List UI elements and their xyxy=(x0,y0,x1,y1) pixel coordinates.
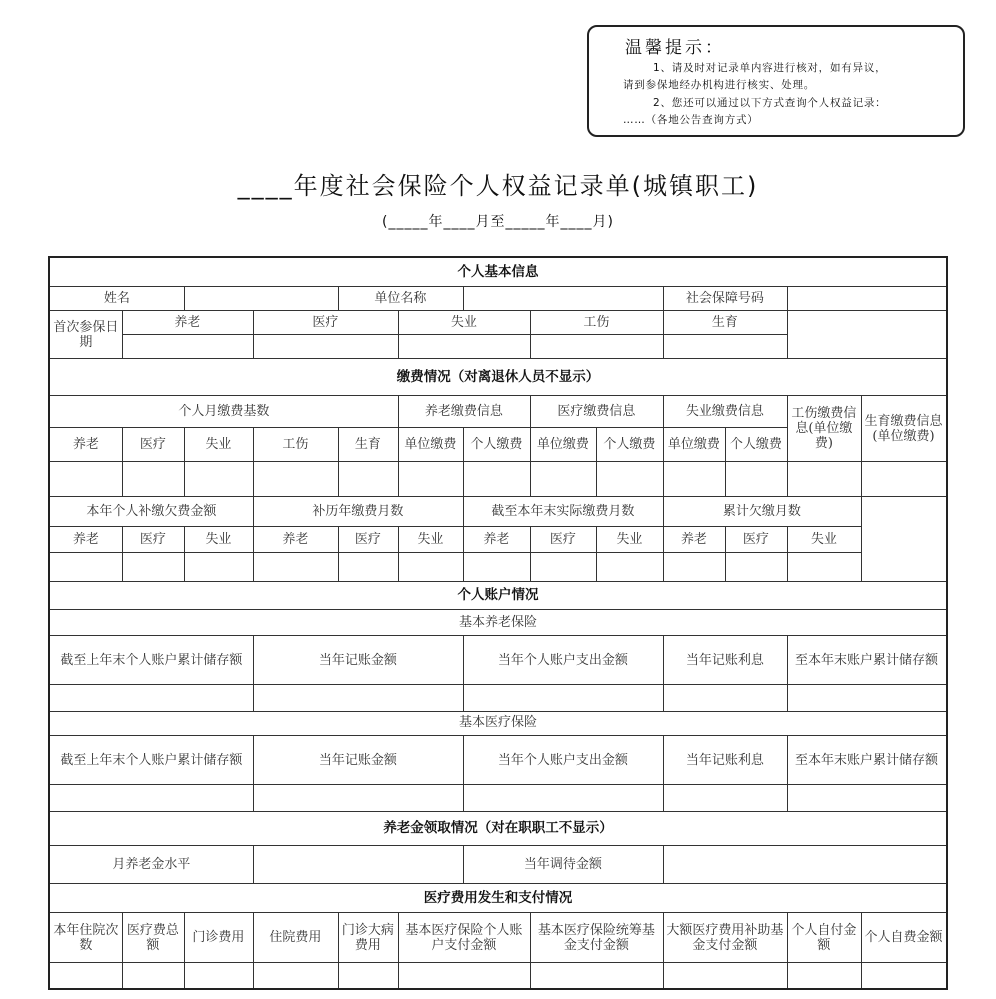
medical-account-subheader: 基本医疗保险 xyxy=(50,710,946,736)
notice-line-4: ……（各地公告查询方式） xyxy=(623,114,759,126)
account-value-field[interactable] xyxy=(253,785,464,812)
base-col-header: 医疗 xyxy=(122,428,185,462)
first-enroll-type-label: 医疗 xyxy=(253,311,399,335)
arrears-value-field[interactable] xyxy=(253,553,339,582)
arrears-type-header: 医疗 xyxy=(122,527,185,553)
base-col-header: 养老 xyxy=(50,428,123,462)
arrears-value-field[interactable] xyxy=(50,553,123,582)
arrears-type-header: 医疗 xyxy=(725,527,788,553)
employer-field[interactable] xyxy=(463,287,664,311)
account-value-field[interactable] xyxy=(787,785,946,812)
actual-months-group-header: 截至本年末实际缴费月数 xyxy=(463,497,664,527)
medical-value-field[interactable] xyxy=(184,963,254,988)
notice-line-1: 1、请及时对记录单内容进行核对，如有异议， xyxy=(653,62,887,74)
contribution-value-field[interactable] xyxy=(398,462,464,497)
ssn-field[interactable] xyxy=(787,287,946,311)
medical-col-header: 医疗费总额 xyxy=(122,913,185,963)
section-header-account: 个人账户情况 xyxy=(50,582,946,610)
medical-col-header: 基本医疗保险统筹基金支付金额 xyxy=(530,913,664,963)
arrears-blank xyxy=(861,497,946,582)
medical-value-field[interactable] xyxy=(253,963,339,988)
arrears-value-field[interactable] xyxy=(122,553,185,582)
maternity-group-header: 生育缴费信息(单位缴费) xyxy=(861,396,946,462)
account-col-header: 截至上年末个人账户累计储存额 xyxy=(50,636,254,685)
medical-group-header: 医疗缴费信息 xyxy=(530,396,664,428)
contribution-value-field[interactable] xyxy=(463,462,531,497)
section-header-medical-expense: 医疗费用发生和支付情况 xyxy=(50,884,946,913)
record-table xyxy=(48,256,948,990)
contribution-value-field[interactable] xyxy=(530,462,597,497)
contribution-value-field[interactable] xyxy=(253,462,339,497)
contribution-value-field[interactable] xyxy=(725,462,788,497)
monthly-pension-field[interactable] xyxy=(253,846,464,884)
arrears-value-field[interactable] xyxy=(725,553,788,582)
account-col-header: 至本年末账户累计储存额 xyxy=(787,636,946,685)
arrears-type-header: 失业 xyxy=(184,527,254,553)
base-col-header: 工伤 xyxy=(253,428,339,462)
account-col-header: 至本年末账户累计储存额 xyxy=(787,736,946,785)
account-col-header: 当年记账利息 xyxy=(663,736,788,785)
medical-value-field[interactable] xyxy=(663,963,788,988)
section-header-contribution: 缴费情况（对离退休人员不显示） xyxy=(50,359,946,396)
first-enroll-type-label: 养老 xyxy=(122,311,254,335)
account-col-header: 截至上年末个人账户累计储存额 xyxy=(50,736,254,785)
back-months-group-header: 补历年缴费月数 xyxy=(253,497,464,527)
arrears-type-header: 养老 xyxy=(663,527,726,553)
contribution-value-field[interactable] xyxy=(338,462,399,497)
first-enroll-type-label: 失业 xyxy=(398,311,531,335)
arrears-type-header: 医疗 xyxy=(530,527,597,553)
page-title: ____年度社会保险个人权益记录单(城镇职工) xyxy=(237,172,759,200)
pension-group-header: 养老缴费信息 xyxy=(398,396,531,428)
account-value-field[interactable] xyxy=(50,685,254,712)
name-field[interactable] xyxy=(184,287,339,311)
first-enroll-date-field[interactable] xyxy=(398,335,531,359)
monthly-pension-label: 月养老金水平 xyxy=(50,846,254,884)
name-label: 姓名 xyxy=(50,287,185,311)
injury-group-header: 工伤缴费信息(单位缴费) xyxy=(787,396,862,462)
ssn-label: 社会保障号码 xyxy=(663,287,788,311)
personal-pay-header: 个人缴费 xyxy=(463,428,531,462)
medical-value-field[interactable] xyxy=(530,963,664,988)
contribution-value-field[interactable] xyxy=(861,462,946,497)
contribution-value-field[interactable] xyxy=(596,462,664,497)
account-value-field[interactable] xyxy=(253,685,464,712)
employer-label: 单位名称 xyxy=(338,287,464,311)
first-enroll-blank xyxy=(787,311,946,359)
arrears-group-header: 本年个人补缴欠费金额 xyxy=(50,497,254,527)
account-value-field[interactable] xyxy=(663,785,788,812)
notice-box xyxy=(587,25,965,137)
period-line: (_____年____月至_____年____月) xyxy=(382,214,614,230)
first-enroll-type-label: 工伤 xyxy=(530,311,664,335)
arrears-value-field[interactable] xyxy=(787,553,862,582)
personal-pay-header: 个人缴费 xyxy=(596,428,664,462)
notice-title: 温馨提示： xyxy=(625,38,725,58)
medical-col-header: 本年住院次数 xyxy=(50,913,123,963)
arrears-value-field[interactable] xyxy=(663,553,726,582)
account-col-header: 当年记账金额 xyxy=(253,636,464,685)
notice-line-3: 2、您还可以通过以下方式查询个人权益记录： xyxy=(653,97,887,109)
section-header-basic-info: 个人基本信息 xyxy=(50,258,946,287)
arrears-value-field[interactable] xyxy=(463,553,531,582)
base-col-header: 生育 xyxy=(338,428,399,462)
medical-value-field[interactable] xyxy=(50,963,123,988)
medical-col-header: 个人自费金额 xyxy=(861,913,946,963)
adjust-amount-label: 当年调待金额 xyxy=(463,846,664,884)
section-header-pension-receipt: 养老金领取情况（对在职职工不显示） xyxy=(50,812,946,846)
account-value-field[interactable] xyxy=(663,685,788,712)
pension-account-subheader: 基本养老保险 xyxy=(50,610,946,636)
first-enroll-date-field[interactable] xyxy=(253,335,399,359)
account-col-header: 当年个人账户支出金额 xyxy=(463,636,664,685)
account-col-header: 当年记账利息 xyxy=(663,636,788,685)
medical-value-field[interactable] xyxy=(338,963,399,988)
employer-pay-header: 单位缴费 xyxy=(530,428,597,462)
arrears-value-field[interactable] xyxy=(184,553,254,582)
first-enroll-label: 首次参保日期 xyxy=(50,311,123,359)
first-enroll-date-field[interactable] xyxy=(530,335,664,359)
unemployment-group-header: 失业缴费信息 xyxy=(663,396,788,428)
base-col-header: 失业 xyxy=(184,428,254,462)
notice-line-2: 请到参保地经办机构进行核实、处理。 xyxy=(623,79,816,91)
account-col-header: 当年个人账户支出金额 xyxy=(463,736,664,785)
medical-col-header: 门诊费用 xyxy=(184,913,254,963)
medical-value-field[interactable] xyxy=(398,963,531,988)
arrears-value-field[interactable] xyxy=(530,553,597,582)
arrears-value-field[interactable] xyxy=(398,553,464,582)
medical-col-header: 大额医疗费用补助基金支付金额 xyxy=(663,913,788,963)
arrears-type-header: 失业 xyxy=(787,527,862,553)
contribution-value-field[interactable] xyxy=(122,462,185,497)
account-col-header: 当年记账金额 xyxy=(253,736,464,785)
personal-pay-header: 个人缴费 xyxy=(725,428,788,462)
arrears-type-header: 养老 xyxy=(253,527,339,553)
arrears-type-header: 失业 xyxy=(398,527,464,553)
adjust-amount-field[interactable] xyxy=(663,846,946,884)
first-enroll-date-field[interactable] xyxy=(663,335,788,359)
arrears-value-field[interactable] xyxy=(596,553,664,582)
arrears-type-header: 失业 xyxy=(596,527,664,553)
employer-pay-header: 单位缴费 xyxy=(398,428,464,462)
arrears-value-field[interactable] xyxy=(338,553,399,582)
account-value-field[interactable] xyxy=(463,785,664,812)
first-enroll-type-label: 生育 xyxy=(663,311,788,335)
contribution-value-field[interactable] xyxy=(184,462,254,497)
medical-col-header: 个人自付金额 xyxy=(787,913,862,963)
account-value-field[interactable] xyxy=(787,685,946,712)
arrears-type-header: 养老 xyxy=(463,527,531,553)
medical-col-header: 基本医疗保险个人账户支付金额 xyxy=(398,913,531,963)
account-value-field[interactable] xyxy=(463,685,664,712)
medical-value-field[interactable] xyxy=(787,963,862,988)
base-group-header: 个人月缴费基数 xyxy=(50,396,399,428)
owed-months-group-header: 累计欠缴月数 xyxy=(663,497,862,527)
contribution-value-field[interactable] xyxy=(787,462,862,497)
medical-value-field[interactable] xyxy=(861,963,946,988)
arrears-type-header: 养老 xyxy=(50,527,123,553)
contribution-value-field[interactable] xyxy=(50,462,123,497)
employer-pay-header: 单位缴费 xyxy=(663,428,726,462)
first-enroll-date-field[interactable] xyxy=(122,335,254,359)
medical-col-header: 住院费用 xyxy=(253,913,339,963)
medical-col-header: 门诊大病费用 xyxy=(338,913,399,963)
account-value-field[interactable] xyxy=(50,785,254,812)
medical-value-field[interactable] xyxy=(122,963,185,988)
contribution-value-field[interactable] xyxy=(663,462,726,497)
arrears-type-header: 医疗 xyxy=(338,527,399,553)
